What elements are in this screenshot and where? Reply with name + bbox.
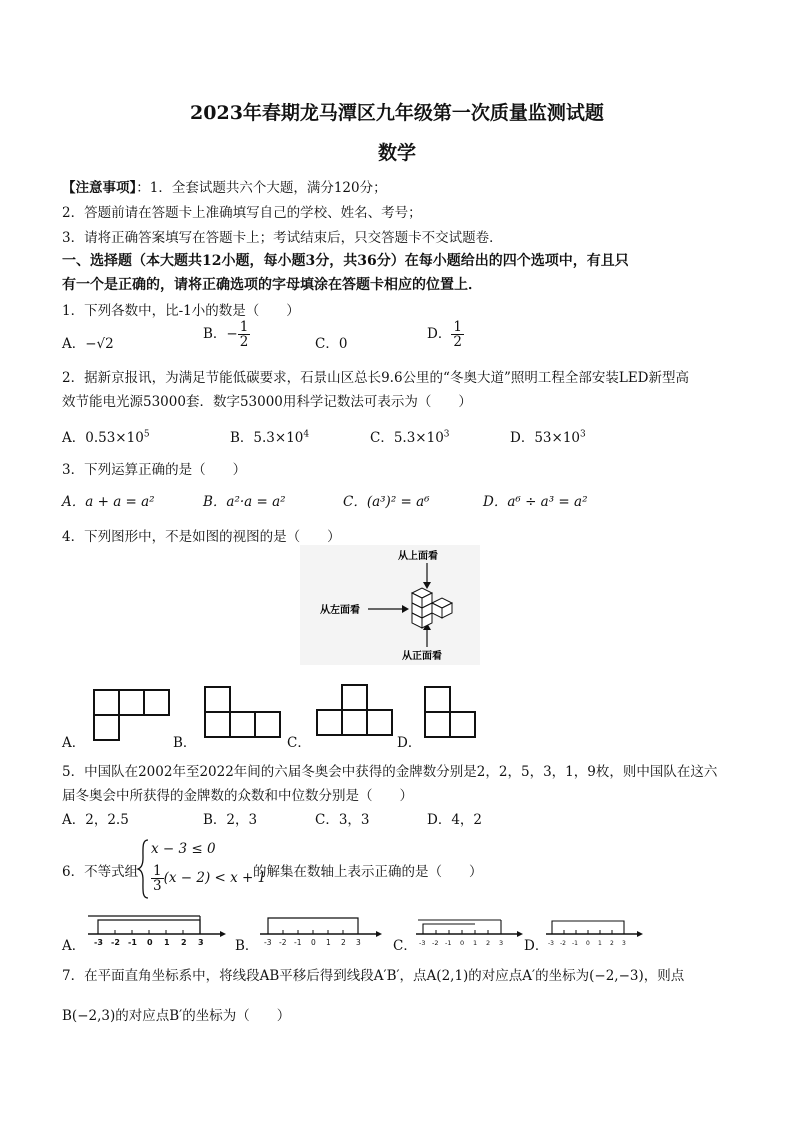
notes-item-2: 2．答题前请在答题卡上准确填写自己的学校、姓名、考号； <box>62 205 422 221</box>
q6-option-d: D． <box>524 938 549 954</box>
tick-label: 0 <box>586 940 590 947</box>
q5-line-2: 届冬奥会中所获得的金牌数的众数和中位数分别是（ ） <box>62 788 413 804</box>
tick-label: 1 <box>326 938 331 947</box>
q2-option-b-text: B．5.3×10 <box>230 430 304 446</box>
q2-option-d-exp: 3 <box>580 429 586 440</box>
fraction-numerator: 1 <box>453 319 462 335</box>
q5-option-b: B．2，3 <box>203 812 258 828</box>
q6-option-c-numberline <box>414 914 524 950</box>
q4-option-d-figure <box>423 685 483 741</box>
q4-option-c-figure <box>315 683 395 741</box>
q4-option-d: D． <box>397 735 422 751</box>
q6-option-a: A． <box>62 938 86 954</box>
label-front-view: 从正面看 <box>402 651 442 662</box>
q6-option-b-numberline <box>258 912 383 950</box>
q2-line-1: 2．据新京报讯，为满足节能低碳要求，石景山区总长9.6公里的“冬奥大道”照明工程全部安装LED新型高 <box>62 370 690 386</box>
tick-label: -3 <box>419 939 426 947</box>
label-left-view: 从左面看 <box>320 605 360 616</box>
q4-option-b: B． <box>173 735 197 751</box>
tick-label: 1 <box>473 939 478 947</box>
tick-label: 0 <box>460 939 465 947</box>
tick-label: -2 <box>432 939 439 947</box>
q7-line-1: 7．在平面直角坐标系中，将线段AB平移后得到线段A′B′，点A(2,1)的对应点A′的坐标为(−2,−3)，则点 <box>62 968 685 984</box>
tick-label: -2 <box>560 940 566 947</box>
tick-label: 1 <box>598 940 602 947</box>
notes-line-1 <box>62 176 387 196</box>
tick-label: 2 <box>341 938 346 947</box>
q2-option-a <box>62 426 150 446</box>
q2-option-d-text: D．53×10 <box>510 430 580 446</box>
q5-line-1: 5．中国队在2002年至2022年间的六届冬奥会中获得的金牌数分别是2，2，5，3，1，9枚，则中国队在这六 <box>62 764 718 780</box>
tick-label: -3 <box>548 940 554 947</box>
tick-label: -3 <box>94 938 103 947</box>
q1-option-b <box>203 320 250 349</box>
q2-option-a-exp: 5 <box>143 429 150 440</box>
tick-label: 0 <box>147 938 153 947</box>
fraction-denominator: 2 <box>453 334 462 351</box>
q4-option-a-figure <box>92 688 172 742</box>
tick-label: 1 <box>164 938 170 947</box>
fraction-numerator: 1 <box>153 863 162 879</box>
exam-title: 2023年春期龙马潭区九年级第一次质量监测试题 <box>190 102 604 124</box>
q2-option-c-text: C．5.3×10 <box>370 430 444 446</box>
system-brace <box>136 838 150 900</box>
q3-stem: 3．下列运算正确的是（ ） <box>62 462 247 478</box>
tick-label: -1 <box>572 940 578 947</box>
q1-option-d-fraction <box>451 320 464 349</box>
q2-option-d <box>510 426 586 446</box>
q6-inequality-2-rest: (x − 2) < x + 1 <box>163 870 267 887</box>
q1-option-d <box>427 320 464 349</box>
q5-option-a: A．2，2.5 <box>62 812 129 828</box>
q3-option-b: B．a²·a = a² <box>203 494 286 510</box>
fraction-denominator: 2 <box>239 334 249 351</box>
section-heading-line-2: 有一个是正确的，请将正确选项的字母填涂在答题卡相应的位置上． <box>62 277 482 293</box>
q4-option-b-figure <box>203 685 283 741</box>
q3-option-a: A．a + a = a² <box>62 494 155 510</box>
q4-option-a: A． <box>62 735 86 751</box>
q1-option-a: A．−√2 <box>62 336 114 352</box>
tick-label: 3 <box>622 940 626 947</box>
q4-solid-figure <box>300 545 480 665</box>
q6-option-b: B． <box>235 938 259 954</box>
q5-option-d: D．4，2 <box>427 812 483 828</box>
q7-line-2: B(−2,3)的对应点B′的坐标为（ ） <box>62 1008 291 1024</box>
q6-option-d-numberline <box>544 914 644 950</box>
tick-label: 2 <box>610 940 614 947</box>
fraction-numerator: 1 <box>239 319 249 335</box>
tick-label: 3 <box>499 939 504 947</box>
q6-inequality-2 <box>151 864 266 893</box>
q4-option-c: C． <box>287 735 311 751</box>
q2-option-c-exp: 3 <box>443 429 450 440</box>
q6-option-a-numberline <box>86 910 226 950</box>
q6-fraction <box>151 864 164 893</box>
label-top-view: 从上面看 <box>398 551 438 562</box>
q6-prefix: 6．不等式组 <box>62 864 139 880</box>
tick-label: -2 <box>279 938 287 947</box>
q4-stem: 4．下列图形中，不是如图的视图的是（ ） <box>62 529 341 545</box>
q3-option-d: D．a⁶ ÷ a³ = a² <box>483 494 588 510</box>
q5-option-c: C．3，3 <box>315 812 370 828</box>
notes-item-3: 3．请将正确答案填写在答题卡上；考试结束后，只交答题卡不交试题卷． <box>62 230 503 246</box>
q2-option-b-exp: 4 <box>303 429 310 440</box>
q2-option-b <box>230 426 309 446</box>
tick-label: -1 <box>128 938 137 947</box>
q1-option-b-fraction <box>238 320 251 349</box>
tick-label: 3 <box>198 938 204 947</box>
fraction-denominator: 3 <box>153 878 162 895</box>
tick-label: 2 <box>486 939 491 947</box>
q1-option-d-label: D． <box>427 326 452 343</box>
tick-label: -2 <box>111 938 120 947</box>
notes-label: 【注意事项】 <box>62 180 137 196</box>
tick-label: -1 <box>294 938 302 947</box>
section-heading-line-1: 一、选择题（本大题共12小题，每小题3分，共36分）在每小题给出的四个选项中，有且只 <box>62 253 629 269</box>
q2-line-2: 效节能电光源53000套．数字53000用科学记数法可表示为（ ） <box>62 394 472 410</box>
q6-suffix: 的解集在数轴上表示正确的是（ ） <box>253 864 483 880</box>
tick-label: -3 <box>264 938 272 947</box>
q1-option-b-label: B．− <box>203 326 238 343</box>
q2-option-c <box>370 426 450 446</box>
tick-label: -1 <box>445 939 452 947</box>
tick-label: 3 <box>356 938 361 947</box>
q1-option-c: C．0 <box>315 336 348 352</box>
q1-stem: 1．下列各数中，比-1小的数是（ ） <box>62 303 300 319</box>
q6-option-c: C． <box>393 938 417 954</box>
q2-option-a-text: A．0.53×10 <box>62 430 144 446</box>
q6-inequality-1: x − 3 ≤ 0 <box>151 841 216 857</box>
tick-label: 0 <box>311 938 316 947</box>
tick-label: 2 <box>181 938 187 947</box>
exam-subject: 数学 <box>377 142 416 164</box>
notes-item-1: ：1．全套试题共六个大题，满分120分； <box>136 180 387 196</box>
q3-option-c: C．(a³)² = a⁶ <box>343 494 430 510</box>
